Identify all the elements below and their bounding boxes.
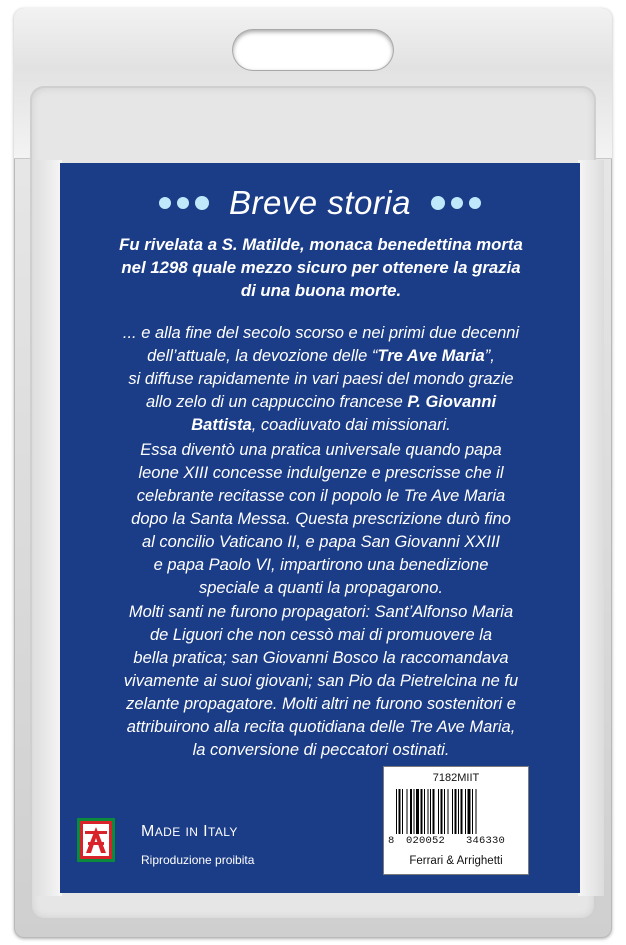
dot-icon	[469, 197, 481, 209]
text-line: attribuirono alla recita quotidiana delle Tre Ave Maria,	[126, 718, 516, 736]
text-line: vivamente ai suoi giovani; san Pio da Pietrelcina ne fu	[123, 672, 519, 690]
barcode-digit-group-1: 020052	[406, 835, 446, 847]
text-line: de Liguori che non cessò mai di promuovere la	[149, 626, 493, 644]
made-in-italy	[141, 823, 238, 841]
text-line: bella pratica; san Giovanni Bosco la raccomandava	[133, 649, 509, 667]
italy-i: I	[203, 823, 208, 840]
text-line: dopo la Santa Messa. Questa prescrizione durò fino	[131, 510, 511, 528]
text-line: si diffuse rapidamente in vari paesi del mondo grazie	[128, 370, 514, 388]
dot-icon	[451, 197, 463, 209]
dot-icon	[177, 197, 189, 209]
made-m: M	[141, 823, 155, 840]
text-span-bold: Battista	[191, 416, 252, 434]
made-rest: ADE	[154, 825, 181, 839]
text-line: al concilio Vaticano II, e papa San Giovanni XXIII	[141, 533, 501, 551]
brand-name: Ferrari & Arrighetti	[409, 855, 503, 867]
text-line: nel 1298 quale mezzo sicuro per ottenere la grazia	[121, 258, 521, 277]
text-line: zelante propagatore. Molti altri ne furono sostenitori e	[126, 695, 516, 713]
text-span-bold: Tre Ave Maria	[377, 347, 485, 365]
title-row	[60, 178, 580, 228]
text-line: Fu rivelata a S. Matilde, monaca benedettina morta	[119, 235, 523, 254]
text-span: dell’attuale, la devozione delle “	[147, 347, 378, 365]
paragraph-history	[78, 322, 564, 437]
text-line: di una buona morte.	[240, 281, 402, 300]
text-line: e papa Paolo VI, impartirono una benedizione	[153, 556, 489, 574]
barcode-digit-first: 8	[388, 835, 395, 847]
text-line: celebrante recitasse con il popolo le Tre Ave Maria	[136, 487, 506, 505]
paragraph-saints	[78, 601, 564, 762]
page-title: Breve storia	[228, 184, 412, 221]
dot-icon	[159, 197, 171, 209]
dots-left	[159, 196, 209, 210]
text-line: Essa diventò una pratica universale quando papa	[140, 441, 502, 459]
text-line: ... e alla fine del secolo scorso e nei primi due decenni	[122, 324, 520, 342]
text-line: Molti santi ne furono propagatori: Sant’Alfonso Maria	[128, 603, 514, 621]
barcode-bars	[396, 789, 518, 834]
card-edge-right	[578, 160, 604, 896]
italy-rest: TALY	[208, 825, 238, 839]
barcode-digit-group-2: 346330	[466, 835, 506, 847]
text-line	[78, 391, 564, 414]
paragraph-universal	[78, 439, 564, 600]
paragraph-intro	[78, 233, 564, 302]
dot-icon	[195, 196, 209, 210]
card-edge-left	[36, 160, 62, 896]
dot-icon	[431, 196, 445, 210]
made-in-word: IN	[185, 825, 199, 839]
hang-hole	[233, 30, 393, 70]
text-line: leone XIII concesse indulgenze e prescrisse che il	[138, 464, 504, 482]
text-line	[78, 345, 564, 368]
text-span-bold: P. Giovanni	[407, 393, 497, 411]
text-line: la conversione di peccatori ostinati.	[192, 741, 450, 759]
text-span: allo zelo di un cappuccino francese	[145, 393, 408, 411]
dots-right	[431, 196, 481, 210]
reproduction-notice: Riproduzione proibita	[141, 853, 255, 867]
brand-logo	[77, 818, 115, 862]
text-span: ”,	[484, 347, 495, 365]
text-line: speciale a quanti la propagarono.	[198, 579, 443, 597]
text-line	[78, 414, 564, 437]
text-span: , coadiuvato dai missionari.	[251, 416, 451, 434]
logo-icon	[77, 818, 115, 862]
barcode-label	[383, 766, 529, 875]
product-code: 7182MIIT	[432, 772, 480, 784]
